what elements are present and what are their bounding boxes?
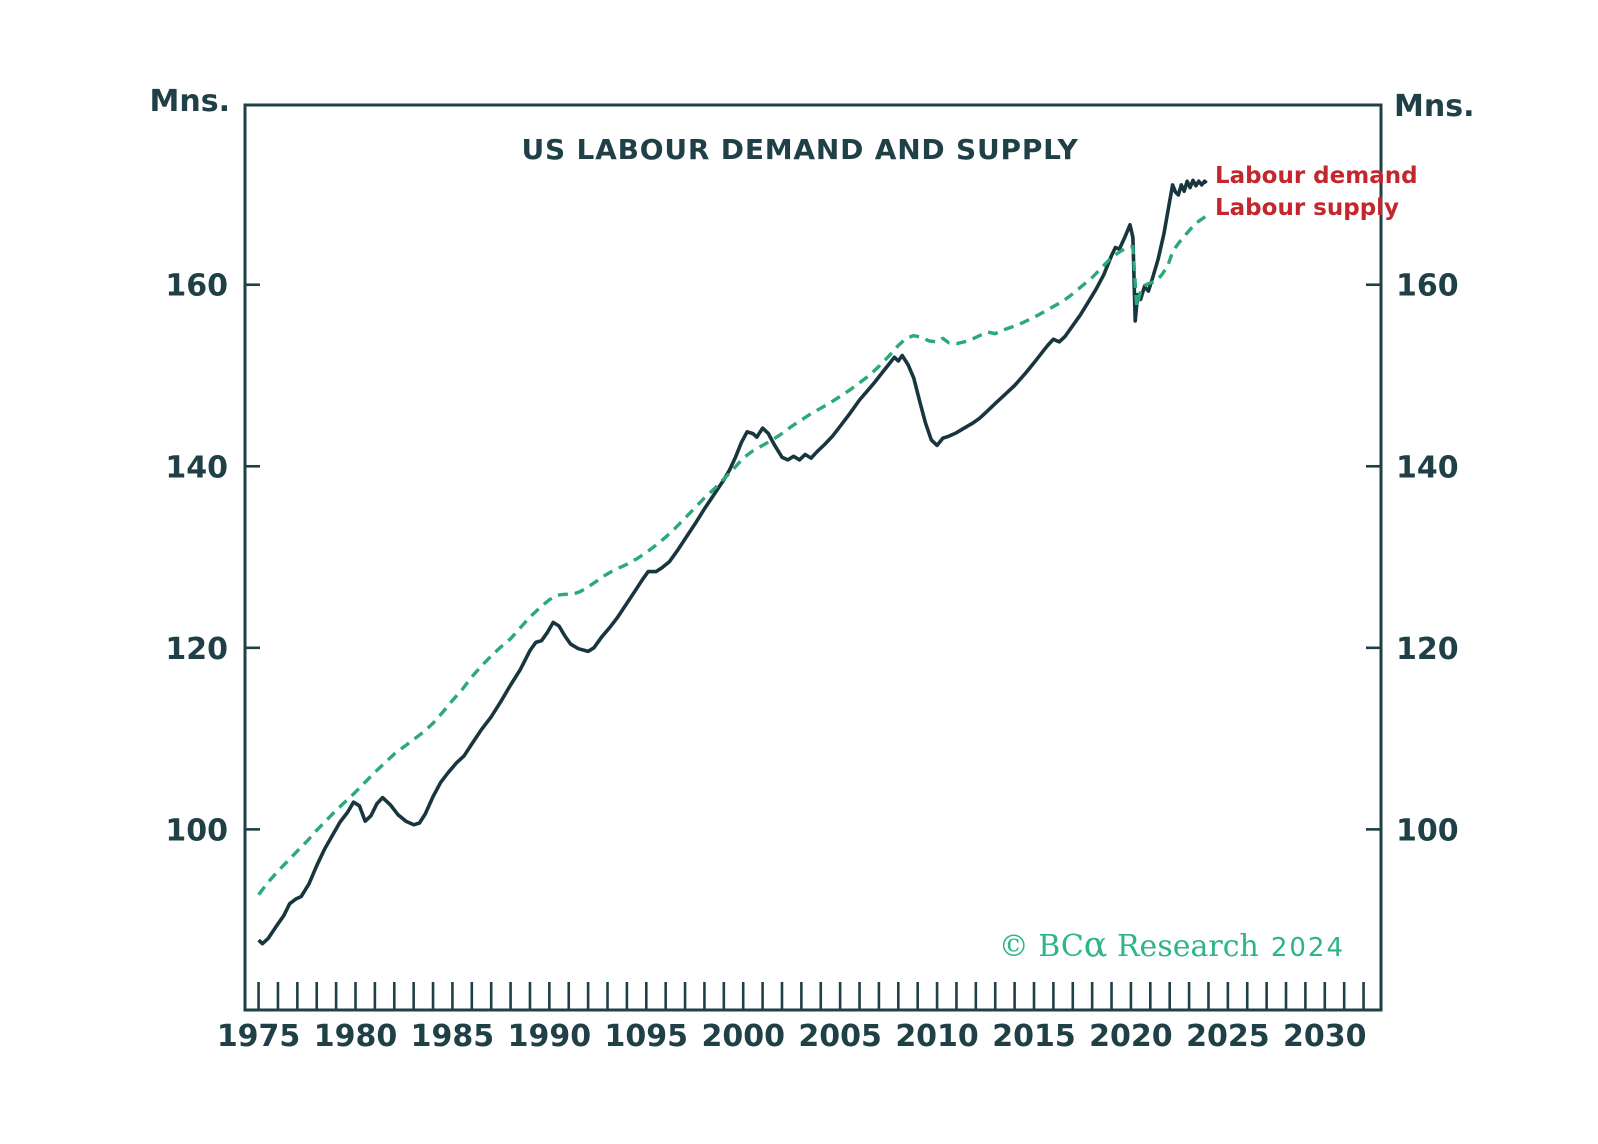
y-axis-ticks (245, 285, 1381, 830)
y-tick-label-left-100: 100 (165, 813, 228, 849)
x-tick-label-2030: 2030 (1283, 1019, 1367, 1054)
x-tick-label-2020: 2020 (1089, 1019, 1173, 1054)
x-tick-label-2025: 2025 (1186, 1019, 1270, 1054)
watermark-suffix: Research (1107, 929, 1259, 964)
x-tick-label-2010: 2010 (895, 1019, 979, 1054)
chart-title: US LABOUR DEMAND AND SUPPLY (521, 133, 1079, 166)
y-tick-label-right-140: 140 (1396, 450, 1459, 486)
watermark-alpha-glyph: α (1083, 925, 1108, 965)
watermark (999, 925, 1345, 965)
legend-labour-supply: Labour supply (1215, 195, 1400, 221)
x-axis-labels (217, 1019, 1367, 1054)
y-tick-label-left-120: 120 (165, 631, 228, 667)
series-labour-supply (259, 216, 1207, 895)
x-tick-label-2000: 2000 (701, 1019, 785, 1054)
watermark-year: 2024 (1270, 933, 1345, 963)
y-tick-label-right-120: 120 (1396, 631, 1459, 667)
plot-border (245, 105, 1381, 1010)
y-unit-right: Mns. (1394, 89, 1475, 124)
series-labour-demand (259, 180, 1207, 943)
x-tick-label-1985: 1985 (410, 1019, 495, 1054)
x-tick-label-1975: 1975 (216, 1019, 301, 1054)
x-tick-label-1095: 1095 (604, 1019, 689, 1054)
y-tick-label-left-160: 160 (165, 268, 228, 304)
y-tick-label-right-100: 100 (1396, 813, 1459, 849)
x-tick-label-1990: 1990 (507, 1019, 592, 1054)
y-unit-left: Mns. (149, 84, 230, 119)
x-axis-ticks (259, 982, 1364, 1010)
x-tick-label-2015: 2015 (992, 1019, 1076, 1054)
y-tick-label-right-160: 160 (1396, 268, 1459, 304)
y-axis-labels (165, 269, 1458, 849)
y-tick-label-left-140: 140 (165, 450, 228, 486)
x-tick-label-2005: 2005 (798, 1019, 882, 1054)
x-tick-label-1980: 1980 (313, 1019, 398, 1054)
watermark-prefix: © BC (998, 929, 1084, 964)
series-lines (259, 180, 1207, 943)
legend-labour-demand: Labour demand (1215, 163, 1418, 189)
